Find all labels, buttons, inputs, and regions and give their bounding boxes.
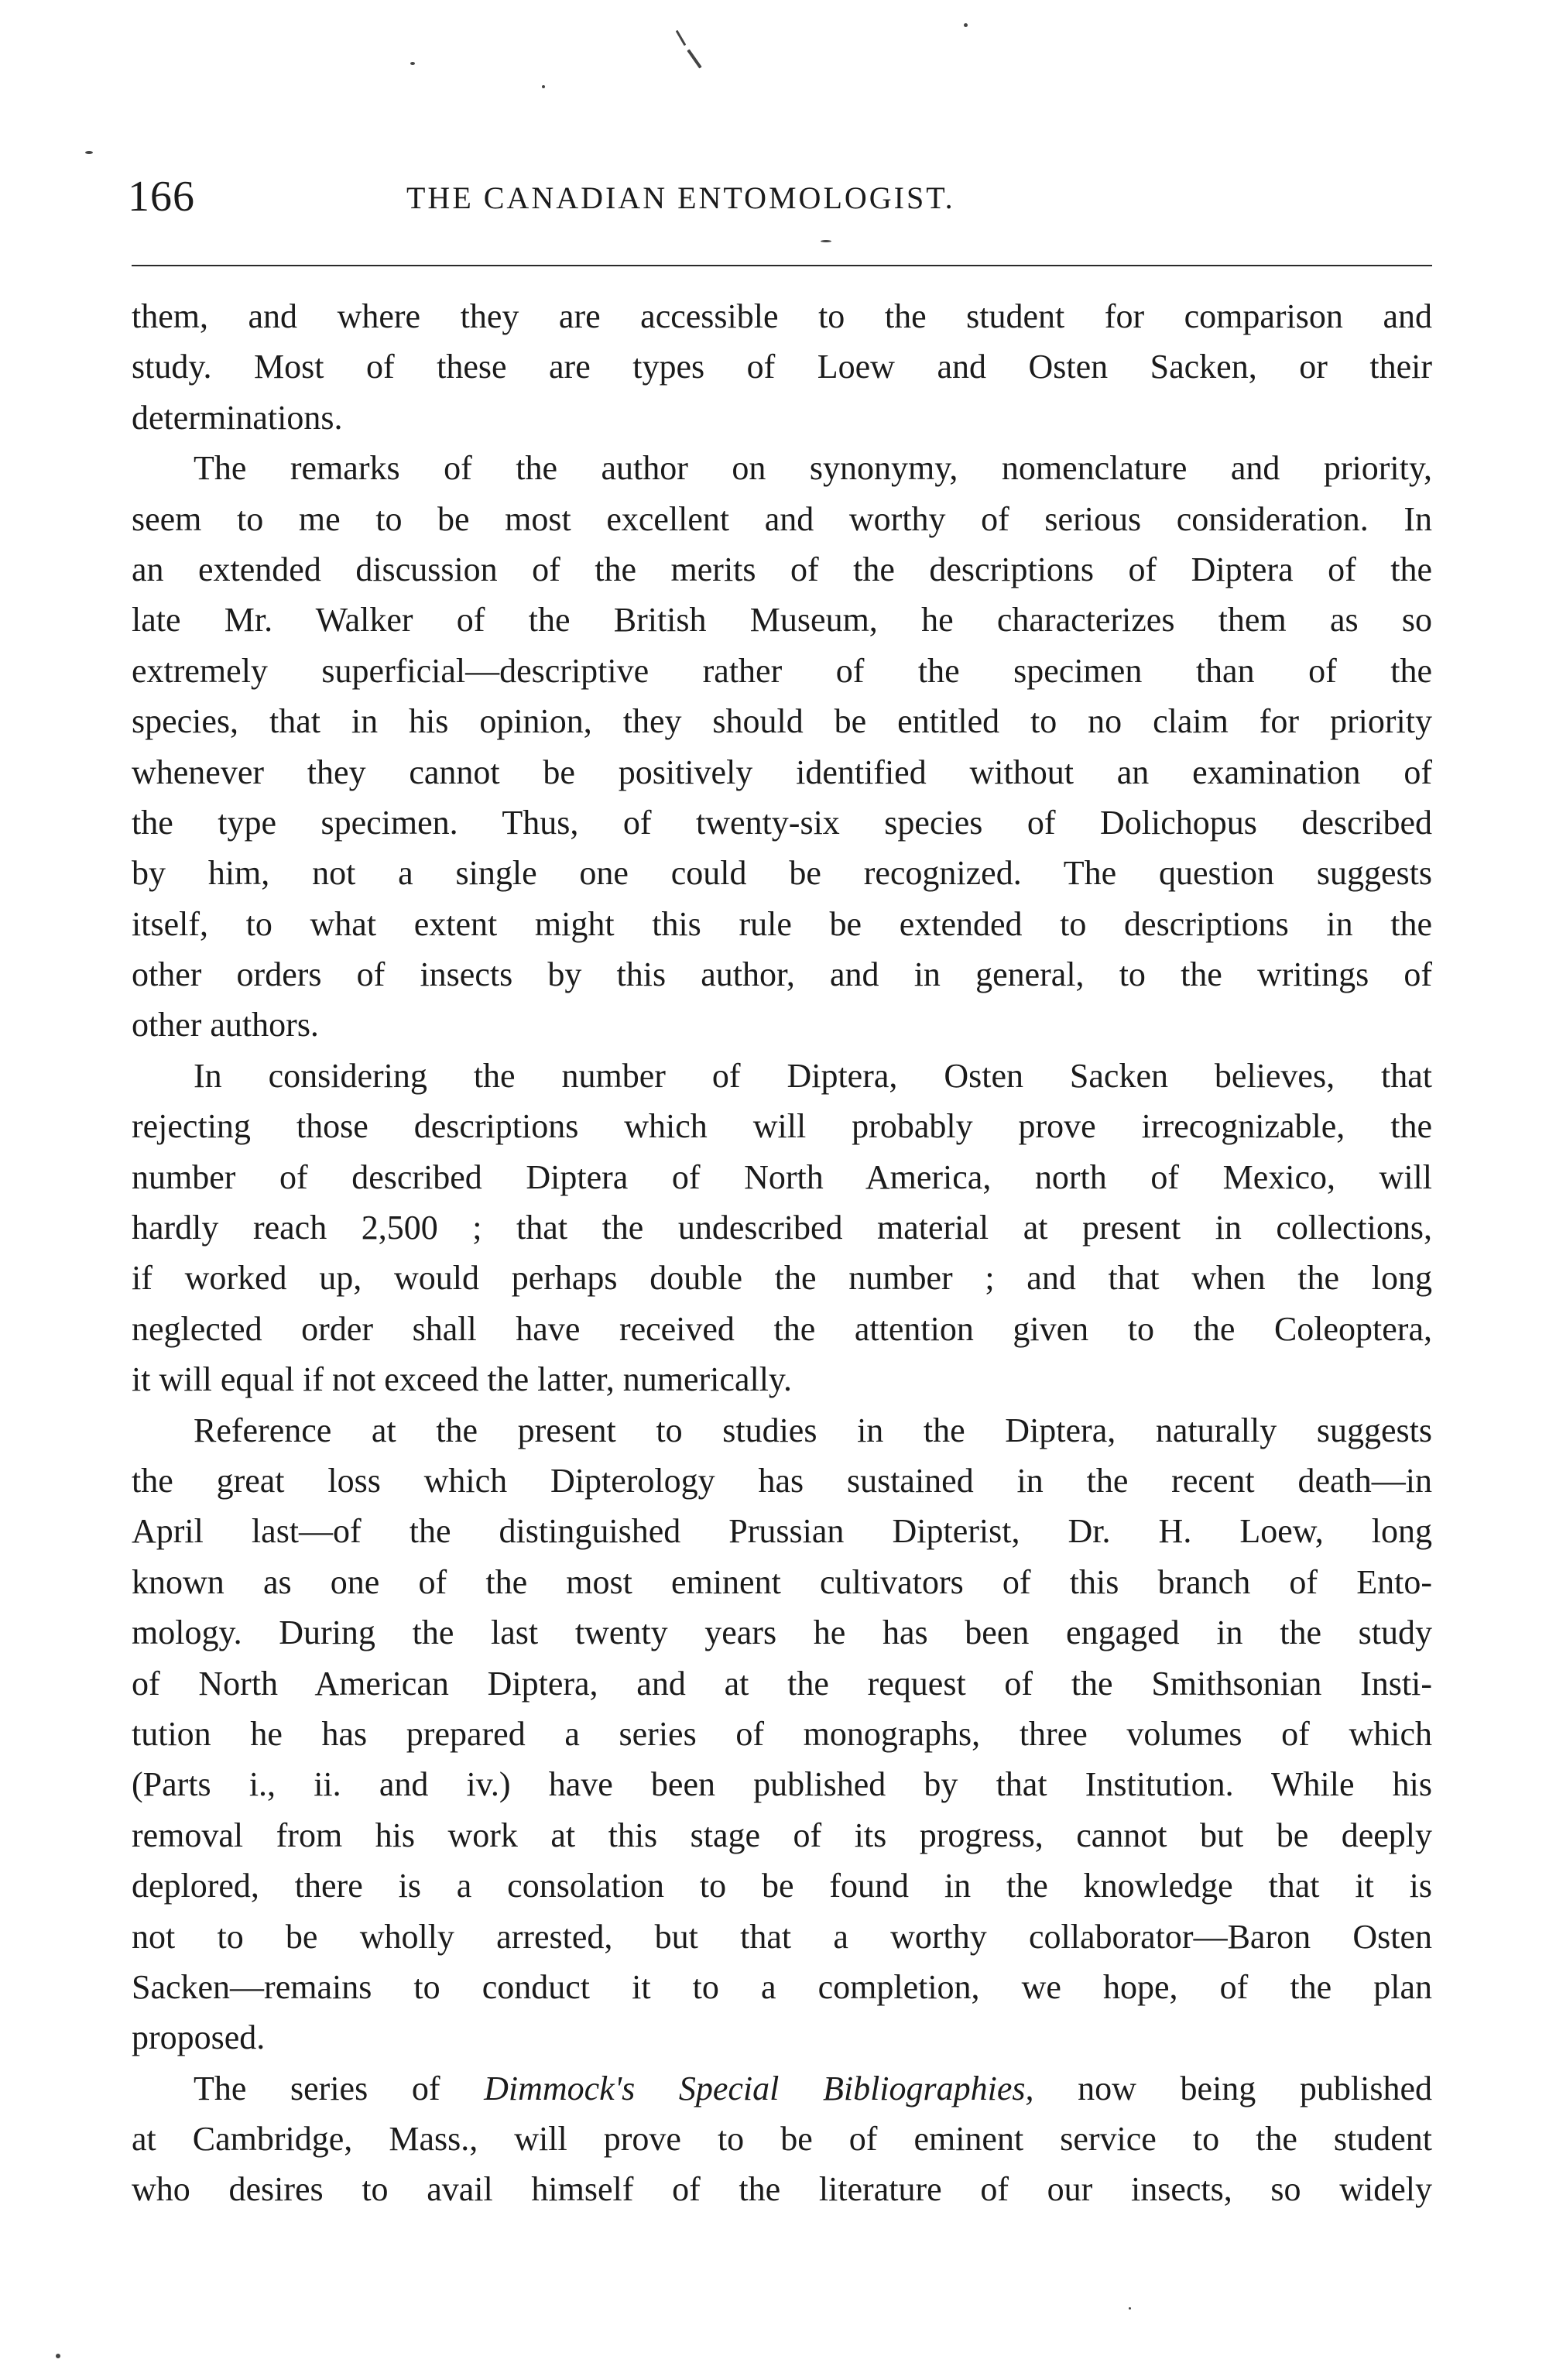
text-run: The series of: [194, 2069, 440, 2107]
scan-speck: [1129, 2307, 1131, 2310]
paragraph: [132, 291, 1432, 443]
text-line: neglected order shall have received the attention given to the Coleoptera,: [132, 1309, 1432, 1348]
paragraph: [132, 1405, 1432, 2063]
text-line: extremely superficial—descriptive rather of the specimen than of the: [132, 651, 1432, 690]
text-line: not to be wholly arrested, but that a worthy collaborator—Baron Osten: [132, 1917, 1432, 1956]
text-line: the great loss which Dipterology has sustained in the recent death—in: [132, 1461, 1432, 1500]
paragraph: [132, 1051, 1432, 1405]
text-line: at Cambridge, Mass., will prove to be of eminent service to the student: [132, 2120, 1432, 2159]
scan-speck: [687, 49, 701, 68]
text-line: who desires to avail himself of the literature of our insects, so widely: [132, 2170, 1432, 2209]
scan-speck: [542, 85, 545, 88]
text-line: rejecting those descriptions which will probably prove irrecognizable, the: [132, 1107, 1432, 1146]
body-text: [132, 291, 1432, 2215]
text-line: other authors.: [132, 1006, 319, 1044]
text-line: deplored, there is a consolation to be found in the knowledge that it is: [132, 1867, 1432, 1905]
text-line: of North American Diptera, and at the request of the Smithsonian Insti-: [132, 1664, 1432, 1703]
text-line: removal from his work at this stage of its progress, cannot but be deeply: [132, 1816, 1432, 1854]
text-line: In considering the number of Diptera, Osten Sacken believes, that: [194, 1056, 1432, 1095]
text-line: study. Most of these are types of Loew and Osten Sacken, or their: [132, 348, 1432, 386]
text-line: species, that in his opinion, they should be entitled to no claim for priority: [132, 702, 1432, 741]
text-line: mology. During the last twenty years he has been engaged in the study: [132, 1614, 1432, 1652]
text-line: proposed.: [132, 2018, 266, 2057]
scan-speck: [56, 2354, 60, 2358]
text-line: Sacken—remains to conduct it to a completion, we hope, of the plan: [132, 1967, 1432, 2006]
text-line: April last—of the distinguished Prussian Dipterist, Dr. H. Loew, long: [132, 1512, 1432, 1551]
page-number: 166: [128, 173, 195, 221]
text-line: the type specimen. Thus, of twenty-six species of Dolichopus described: [132, 803, 1432, 842]
text-line: seem to me to be most excellent and worthy of serious consideration. In: [132, 499, 1432, 538]
paragraph: [132, 443, 1432, 1051]
text-line: it will equal if not exceed the latter, numerically.: [132, 1360, 793, 1399]
scan-speck: [964, 23, 968, 27]
page-header: [128, 172, 1432, 226]
text-line: (Parts i., ii. and iv.) have been published by that Institution. While his: [132, 1765, 1432, 1804]
text-line: The remarks of the author on synonymy, nomenclature and priority,: [194, 449, 1432, 488]
scan-speck: [821, 240, 831, 242]
text-line: [132, 2063, 1432, 2114]
text-line: an extended discussion of the merits of the descriptions of Diptera of the: [132, 550, 1432, 588]
text-line: them, and where they are accessible to the student for comparison and: [132, 297, 1432, 335]
text-line: late Mr. Walker of the British Museum, he characterizes them as so: [132, 601, 1432, 640]
text-line: if worked up, would perhaps double the number ; and that when the long: [132, 1259, 1432, 1298]
scan-speck: [410, 62, 415, 65]
text-run: now being published: [1078, 2069, 1432, 2107]
text-line: by him, not a single one could be recognized. The question suggests: [132, 854, 1432, 893]
text-line: itself, to what extent might this rule be extended to descriptions in the: [132, 904, 1432, 943]
header-rule: [132, 265, 1432, 266]
italic-title: Dimmock's Special Bibliographies,: [484, 2069, 1034, 2107]
text-line: hardly reach 2,500 ; that the undescribed material at present in collections,: [132, 1209, 1432, 1247]
text-line: Reference at the present to studies in the Diptera, naturally suggests: [194, 1411, 1432, 1449]
text-line: tution he has prepared a series of monographs, three volumes of which: [132, 1714, 1432, 1753]
text-line: number of described Diptera of North America, north of Mexico, will: [132, 1157, 1432, 1196]
text-line: determinations.: [132, 398, 343, 437]
text-line: other orders of insects by this author, and in general, to the writings of: [132, 955, 1432, 994]
running-title: THE CANADIAN ENTOMOLOGIST.: [406, 180, 955, 215]
text-line: known as one of the most eminent cultivators of this branch of Ento-: [132, 1562, 1432, 1601]
paragraph: [132, 2063, 1432, 2215]
text-line: whenever they cannot be positively identified without an examination of: [132, 753, 1432, 791]
scan-speck: [85, 151, 93, 154]
scan-speck: [676, 30, 687, 46]
